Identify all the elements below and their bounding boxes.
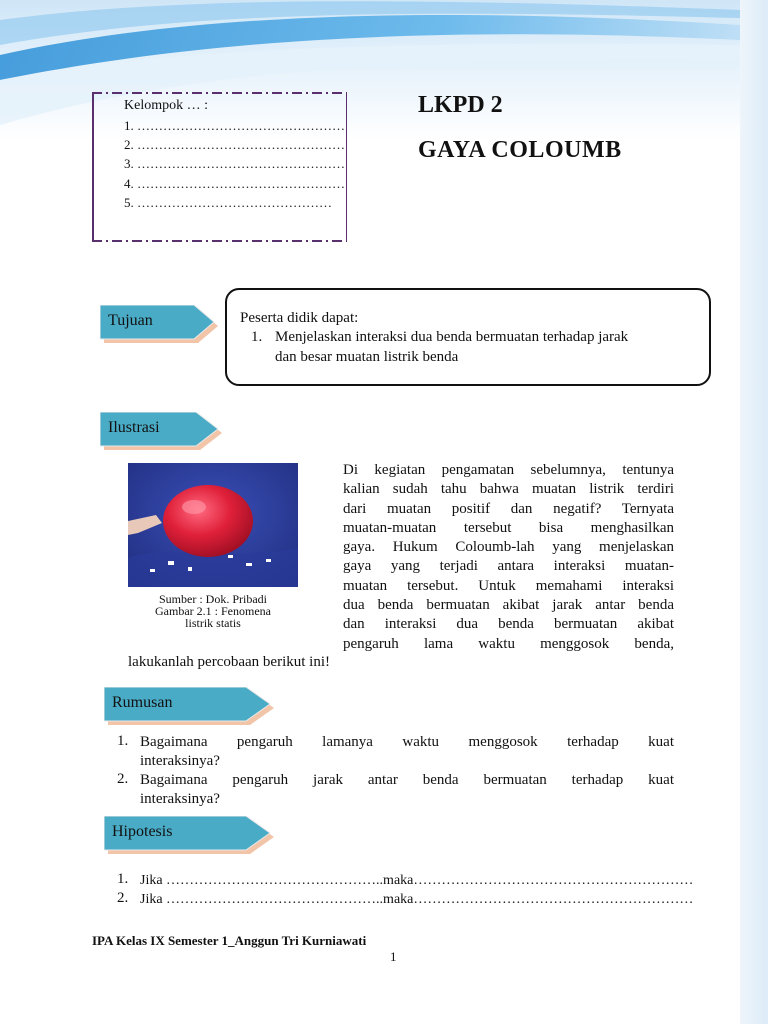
paragraph-line: muatan-muatan tersebut bisa menghasilkan xyxy=(343,519,674,536)
goal-item-line2: dan besar muatan listrik benda xyxy=(275,349,459,365)
paragraph-line: muatan tersebut. Untuk memahami interaksi xyxy=(343,577,674,594)
ilustrasi-tab xyxy=(100,412,224,448)
hipotesis-item-1-number: 1. xyxy=(117,871,129,887)
hipotesis-label: Hipotesis xyxy=(112,823,173,840)
paragraph-line: pengaruh lama waktu menggosok benda, xyxy=(343,635,674,652)
group-member-3[interactable]: 3. ………………………………………… xyxy=(124,156,345,171)
group-label: Kelompok … : xyxy=(124,98,208,113)
caption-figure-2: listrik statis xyxy=(185,616,241,630)
group-member-2[interactable]: 2. ………………………………………… xyxy=(124,137,345,152)
hipotesis-item-2-number: 2. xyxy=(117,890,129,906)
caption-figure: Gambar 2.1 : Fenomena xyxy=(155,604,271,618)
rumusan-item-2-line1: Bagaimana pengaruh jarak antar benda bermuatan terhadap kuat xyxy=(140,772,674,788)
hipotesis-item-2[interactable]: Jika ………………………………………..maka…………………………………………………… xyxy=(140,892,694,907)
rumusan-label: Rumusan xyxy=(112,694,173,711)
paragraph-line: gaya yang terjadi antara interaksi muatan- xyxy=(343,558,674,575)
hipotesis-tab xyxy=(104,816,274,852)
lkpd-title: LKPD 2 xyxy=(418,92,503,118)
group-member-5[interactable]: 5. ……………………………………… xyxy=(124,195,332,210)
ilustrasi-label: Ilustrasi xyxy=(108,419,160,436)
rumusan-item-2-number: 2. xyxy=(117,771,129,787)
page-number: 1 xyxy=(390,949,397,964)
footer-text: IPA Kelas IX Semester 1_Anggun Tri Kurniawati xyxy=(92,933,367,948)
illustration-paragraph xyxy=(343,461,674,654)
caption-source: Sumber : Dok. Pribadi xyxy=(159,592,267,606)
goal-intro: Peserta didik dapat: xyxy=(240,310,359,326)
tujuan-label: Tujuan xyxy=(108,312,153,329)
group-member-1[interactable]: 1. ………………………………………… xyxy=(124,118,345,133)
paragraph-line: dari muatan positif dan negatif? Ternyata xyxy=(343,500,674,517)
hipotesis-item-1[interactable]: Jika ………………………………………..maka…………………………………………………… xyxy=(140,873,694,888)
goal-item-number: 1. xyxy=(251,329,263,345)
goal-item-line1: Menjelaskan interaksi dua benda bermuatan terhadap jarak xyxy=(275,329,629,345)
paragraph-line: gaya. Hukum Coloumb-lah yang menjelaskan xyxy=(343,539,674,556)
paragraph-line: kalian sudah tahu bahwa muatan listrik terdiri xyxy=(343,481,674,498)
paragraph-line: dan interaksi dua benda bermuatan akibat xyxy=(343,616,674,633)
rumusan-item-1-line1: Bagaimana pengaruh lamanya waktu menggosok terhadap kuat xyxy=(140,734,674,750)
rumusan-item-1-number: 1. xyxy=(117,733,129,749)
paragraph-last-line: lakukanlah percobaan berikut ini! xyxy=(128,654,331,670)
group-member-4[interactable]: 4. ………………………………………… xyxy=(124,176,345,191)
balloon-photo xyxy=(128,463,298,587)
tujuan-tab xyxy=(100,305,220,341)
rumusan-item-1-line2: interaksinya? xyxy=(140,753,220,769)
rumusan-item-2-line2: interaksinya? xyxy=(140,791,220,807)
paragraph-line: Di kegiatan pengamatan sebelumnya, tentunya xyxy=(343,462,674,478)
main-title: GAYA COLOUMB xyxy=(418,137,622,163)
paragraph-line: dua benda bermuatan akibat jarak antar benda xyxy=(343,597,674,614)
right-margin-band xyxy=(740,0,768,1024)
rumusan-tab xyxy=(104,687,274,723)
